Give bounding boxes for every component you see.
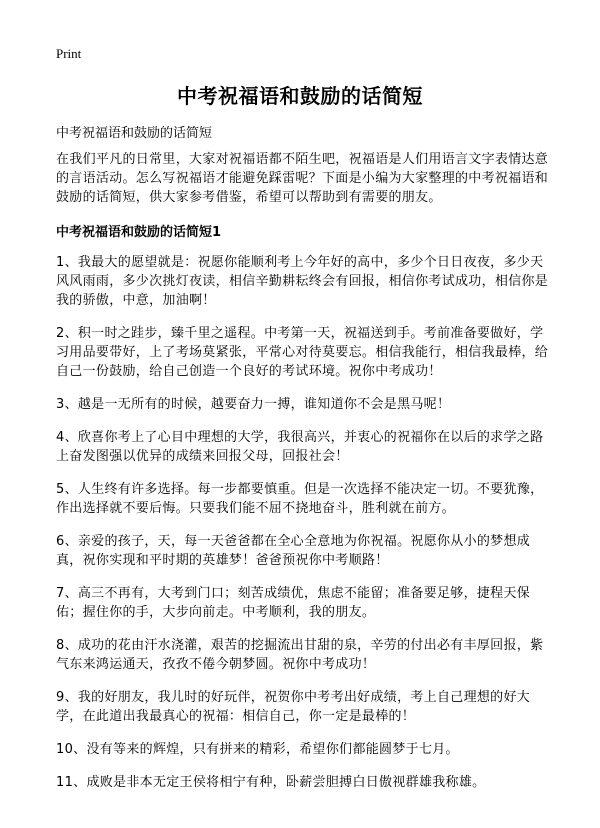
- list-item: 6、亲爱的孩子，天，每一天爸爸都在全心全意地为你祝福。祝愿你从小的梦想成真，祝你实现和平时期的英雄梦！爸爸预祝你中考顺路！: [56, 534, 531, 568]
- intro-paragraph: 在我们平凡的日常里，大家对祝福语都不陌生吧，祝福语是人们用语言文字表情达意的言语活动。怎么写祝福语才能避免踩雷呢？下面是小编为大家整理的中考祝福语和鼓励的话简短，供大家参考借鉴，希望可以帮助到有需要的朋友。: [56, 152, 549, 205]
- list-item: 9、我的好朋友，我儿时的好玩伴，祝贺你中考考出好成绩，考上自己理想的好大学，在此道出我最真心的祝福：相信自己，你一定是最棒的！: [56, 690, 531, 724]
- document-body: [56, 150, 552, 806]
- list-item: 11、成败是非本无定王侯将相宁有种，卧薪尝胆搏白日傲视群雄我称雄。: [56, 775, 486, 790]
- list-item: 10、没有等来的辉煌，只有拼来的精彩，希望你们都能圆梦于七月。: [56, 742, 459, 757]
- list-item: 5、人生终有许多选择。每一步都要慎重。但是一次选择不能决定一切。不要犹豫，作出选择就不要后悔。只要我们能不屈不挠地奋斗，胜利就在前方。: [56, 482, 544, 516]
- list-item: 2、积一时之跬步，臻千里之遥程。中考第一天，祝福送到手。考前准备要做好，学习用品要带好，上了考场莫紧张，平常心对待莫要忘。相信我能行，相信我最棒，给自己一份鼓励，给自己创造一个良好的考试环境。祝你中考成功！: [56, 326, 549, 379]
- print-link[interactable]: Print: [56, 46, 82, 61]
- document-subtitle: 中考祝福语和鼓励的话简短: [56, 126, 213, 141]
- list-item: 3、越是一无所有的时候，越要奋力一搏，谁知道你不会是黑马呢！: [56, 397, 451, 412]
- section-heading: 中考祝福语和鼓励的话简短1: [56, 225, 222, 240]
- list-item: 1、我最大的愿望就是：祝愿你能顺利考上今年好的高中，多少个日日夜夜，多少天风风雨雨，多少次挑灯夜读，相信辛勤耕耘终会有回报，相信你考试成功，相信你是我的骄傲，中意，加油啊！: [56, 255, 549, 308]
- list-item: 7、高三不再有，大考到门口；刻苦成绩优，焦虑不能留；准备要足够，捷程天保佑；握住你的手，大步向前走。中考顺利，我的朋友。: [56, 586, 531, 620]
- list-item: 4、欣喜你考上了心目中理想的大学，我很高兴，并衷心的祝福你在以后的求学之路上奋发图强以优异的成绩来回报父母，回报社会！: [56, 430, 544, 464]
- page-title: 中考祝福语和鼓励的话简短: [177, 84, 423, 108]
- list-item: 8、成功的花由汗水浇灌，艰苦的挖掘流出甘甜的泉，辛劳的付出必有丰厚回报，紫气东来鸿运通天，孜孜不倦今朝梦圆。祝你中考成功！: [56, 638, 544, 672]
